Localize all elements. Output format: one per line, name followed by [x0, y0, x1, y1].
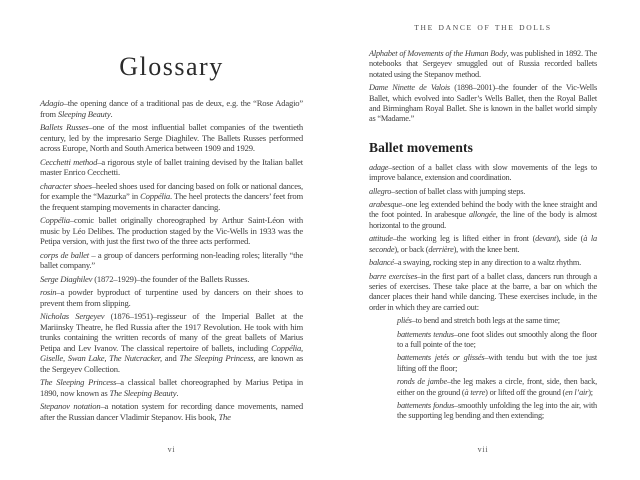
glossary-entry: battements tendus–one foot slides out smoothly along the floor to a full pointe of the toe; [397, 329, 597, 349]
glossary-entry: Coppélia–comic ballet originally choreographed by Arthur Saint-Léon with music by Léo Delibes. The production staged by the Vic-Wells in 1933 was the Petipa version, with just the first two of the three acts performed. [40, 215, 303, 246]
glossary-entry: corps de ballet – a group of dancers performing non-leading roles; literally “the ballet company.” [40, 249, 303, 270]
glossary-entry: battements jetés or glissés–with tendu but with the toe just lifting off the floor; [397, 353, 597, 373]
running-header: THE DANCE OF THE DOLLS [414, 23, 552, 32]
glossary-entry: battements fondus–smoothly unfolding the leg into the air, with the supporting leg bending and then extending; [397, 400, 597, 421]
glossary-entry: Nicholas Sergeyev (1876–1951)–regisseur of the Imperial Ballet at the Mariinsky Theatre, he fled Russia after the 1917 Revolution. He took with him trunks containing the written records of many of the great ballets of Marius Petipa and Lev Ivanov. The classical repertoire of ballets, including Coppélia, Giselle, Swan Lake, The Nutcracker, and The Sleeping Princess, are known as the Sergeyev Collection. [40, 311, 303, 374]
glossary-entry: allegro–section of ballet class with jumping steps. [369, 186, 526, 196]
section-heading: Ballet movements [369, 139, 473, 155]
glossary-entry: Stepanov notation–a notation system for recording dance movements, named after the Russian dancer Vladimir Stepanov. His book, The [40, 401, 303, 422]
page-title: Glossary [119, 52, 224, 81]
glossary-entry: attitude–the working leg is lifted either in front (devant), side (à la seconde), or back (derrière), with the knee bent. [369, 234, 597, 254]
glossary-entry: ronds de jambe–the leg makes a circle, front, side, then back, either on the ground (à terre) or lifted off the ground (en l’air); [397, 377, 597, 397]
glossary-entry: The Sleeping Princess–a classical ballet choreographed by Marius Petipa in 1890, now known as The Sleeping Beauty. [40, 377, 303, 398]
glossary-entry: Adagio–the opening dance of a traditional pas de deux, e.g. the “Rose Adagio” from Sleeping Beauty. [40, 98, 303, 119]
glossary-entry: barre exercises–in the first part of a ballet class, dancers run through a series of exercises. These take place at the barre, a bar on which the dancer places their hand while dancing. These exercises include, in the order in which they are carried out: [369, 271, 597, 312]
glossary-entry: pliés–to bend and stretch both legs at the same time; [397, 316, 560, 326]
glossary-entries-right-intro [369, 49, 597, 125]
page-number-left: vi [167, 445, 176, 454]
glossary-entries-right [369, 163, 597, 422]
left-page [40, 0, 303, 480]
glossary-entry: arabesque–one leg extended behind the body with the knee straight and the foot pointed. In arabesque allongée, the line of the body is almost horizontal to the ground. [369, 200, 597, 230]
glossary-entries-left [40, 98, 303, 422]
glossary-entry: Alphabet of Movements of the Human Body, was published in 1892. The notebooks that Sergeyev smuggled out of Russia recorded ballets notated using the Stepanov method. [369, 49, 597, 79]
glossary-entry: rosin–a powder byproduct of turpentine used by dancers on their shoes to prevent them from slipping. [40, 287, 303, 308]
glossary-entry: balancé–a swaying, rocking step in any direction to a waltz rhythm. [369, 258, 581, 268]
glossary-entry: Serge Diaghilev (1872–1929)–the founder of the Ballets Russes. [40, 273, 250, 284]
right-page [369, 0, 597, 480]
glossary-entry: Ballets Russes–one of the most influential ballet companies of the twentieth century, led by the impresario Serge Diaghilev. The Ballets Russes performed across Europe, North and South America between 1909 and 1929. [40, 122, 303, 153]
page-number-right: vii [477, 445, 489, 454]
glossary-entry: character shoes–heeled shoes used for dancing based on folk or national dances, for example the “Mazurka” in Coppélia. The heel protects the dancers’ feet from the frequent stamping movements in character dancing. [40, 180, 303, 212]
glossary-entry: Cecchetti method–a rigorous style of ballet training devised by the Italian ballet master Enrico Cecchetti. [40, 156, 303, 177]
glossary-entry: adage–section of a ballet class with slow movements of the legs to improve balance, extension and coordination. [369, 162, 597, 183]
glossary-entry: Dame Ninette de Valois (1898–2001)–the founder of the Vic-Wells Ballet, which evolved into Sadler’s Wells Ballet, then the Royal Ballet and Birmingham Royal Ballet. She is known in the ballet world simply as “Madame.” [369, 83, 597, 124]
